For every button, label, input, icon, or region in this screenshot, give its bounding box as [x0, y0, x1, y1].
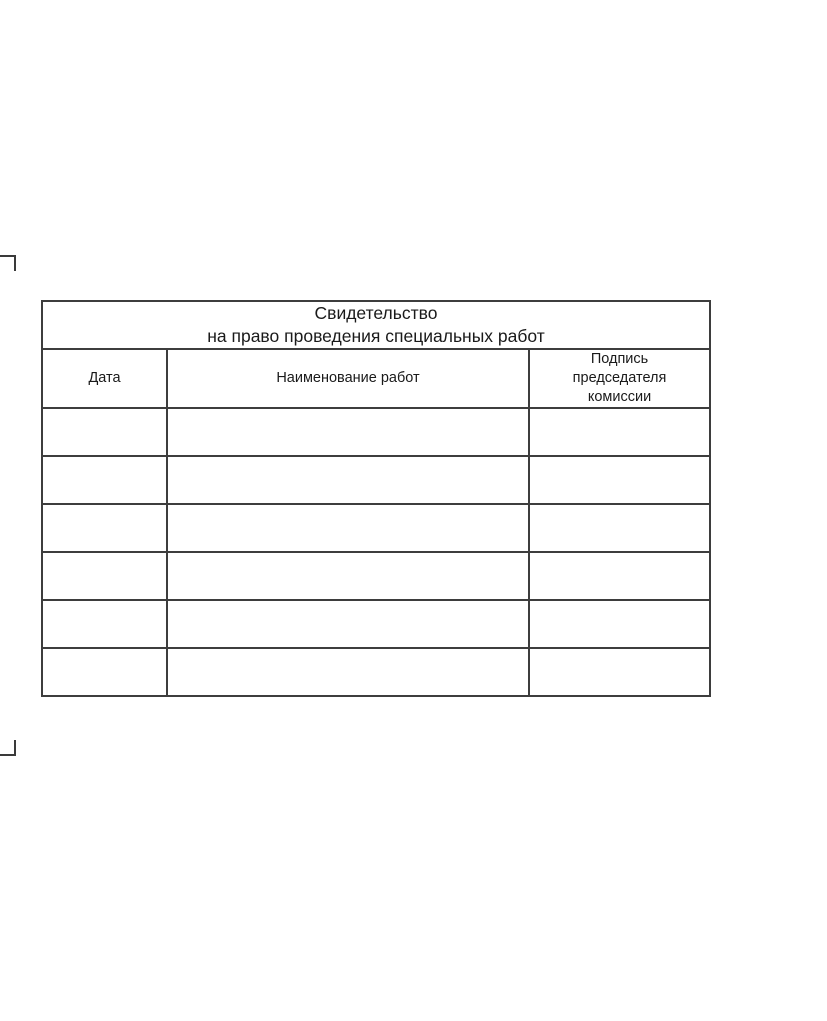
- cell-work-name[interactable]: [167, 504, 529, 552]
- column-header-signature-line-2: председателя: [572, 370, 667, 387]
- document-title: [42, 301, 710, 349]
- document-title-line-1: Свидетельство: [314, 303, 438, 323]
- cell-signature[interactable]: [529, 408, 710, 456]
- cell-work-name[interactable]: [167, 600, 529, 648]
- table-row: [42, 456, 710, 504]
- cell-signature[interactable]: [529, 648, 710, 696]
- cell-signature[interactable]: [529, 552, 710, 600]
- cell-date[interactable]: [42, 408, 167, 456]
- column-header-signature: [529, 349, 710, 408]
- cell-date[interactable]: [42, 504, 167, 552]
- cell-signature[interactable]: [529, 504, 710, 552]
- certificate-form: [41, 300, 709, 697]
- column-header-signature-line-1: Подпись: [590, 351, 649, 368]
- table-row: [42, 648, 710, 696]
- table-row: [42, 504, 710, 552]
- table-row: [42, 600, 710, 648]
- cell-date[interactable]: [42, 648, 167, 696]
- cell-signature[interactable]: [529, 456, 710, 504]
- cell-date[interactable]: [42, 552, 167, 600]
- column-header-work-name: Наименование работ: [167, 349, 529, 408]
- column-header-signature-line-3: комиссии: [587, 388, 652, 405]
- cell-work-name[interactable]: [167, 552, 529, 600]
- cell-work-name[interactable]: [167, 456, 529, 504]
- crop-mark-bottom-left: [0, 740, 16, 756]
- certificate-table: [41, 300, 711, 697]
- document-title-line-2: на право проведения специальных работ: [207, 326, 545, 347]
- table-row: [42, 552, 710, 600]
- table-row: [42, 408, 710, 456]
- crop-mark-top-left: [0, 255, 16, 271]
- cell-date[interactable]: [42, 456, 167, 504]
- cell-date[interactable]: [42, 600, 167, 648]
- table-title-row: [42, 301, 710, 349]
- cell-work-name[interactable]: [167, 648, 529, 696]
- table-header-row: [42, 349, 710, 408]
- cell-work-name[interactable]: [167, 408, 529, 456]
- cell-signature[interactable]: [529, 600, 710, 648]
- column-header-date: Дата: [42, 349, 167, 408]
